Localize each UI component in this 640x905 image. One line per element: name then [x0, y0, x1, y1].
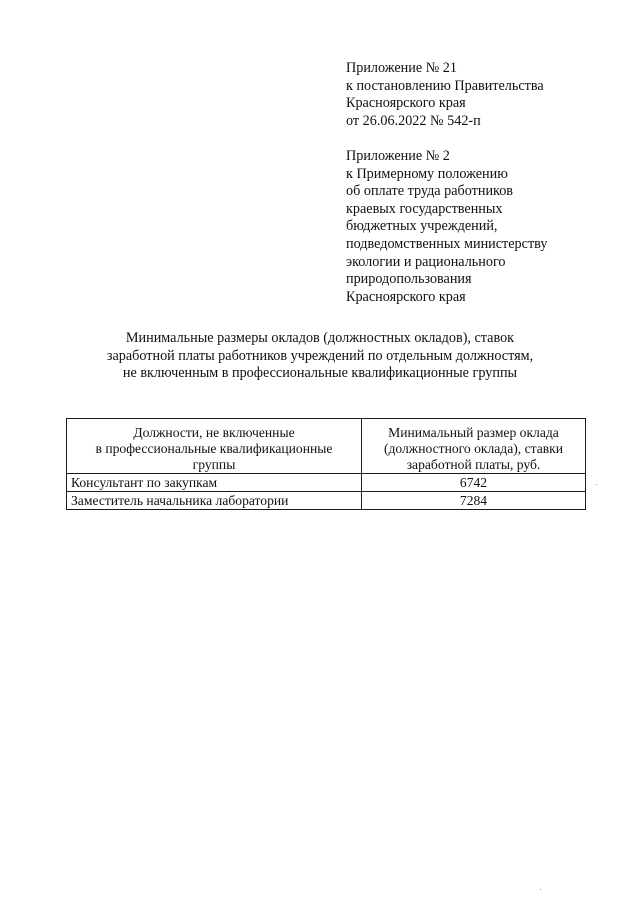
cell-position: Заместитель начальника лаборатории	[67, 492, 362, 510]
document-title-line: не включенным в профессиональные квалификационные группы	[122, 365, 518, 382]
cell-salary: 7284	[362, 492, 586, 510]
header-position	[67, 419, 362, 474]
table-row	[67, 492, 586, 510]
appendix-2-line: об оплате труда работников	[346, 183, 514, 200]
document-title-line: заработной платы работников учреждений по отдельным должностям,	[106, 347, 534, 364]
header-salary-line: (должностного оклада), ставки	[383, 441, 564, 456]
document-title-line: Минимальные размеры окладов (должностных окладов), ставок	[125, 330, 515, 346]
appendix-2-header	[346, 148, 626, 306]
appendix-2-line: природопользования	[346, 271, 472, 288]
header-position-line: группы	[192, 457, 236, 472]
header-salary-line: Минимальный размер оклада	[388, 425, 559, 440]
appendix-2-line: подведомственных министерству	[346, 235, 548, 252]
appendix-21-header	[346, 60, 626, 130]
cell-position: Консультант по закупкам	[67, 474, 362, 492]
appendix-2-line: экологии и рационального	[346, 253, 506, 270]
header-position-line: в профессиональные квалификационные	[95, 441, 333, 456]
appendix-21-line: Красноярского края	[346, 95, 466, 112]
scan-speck	[540, 889, 541, 890]
appendix-2-line: краевых государственных	[346, 200, 503, 217]
table-header-row	[67, 419, 586, 474]
table-row	[67, 474, 586, 492]
appendix-21-line: Приложение № 21	[346, 60, 457, 76]
appendix-2-line: Красноярского края	[346, 288, 466, 305]
salary-table	[66, 418, 586, 510]
appendix-2-line: бюджетных учреждений,	[346, 218, 498, 235]
scan-speck	[596, 484, 597, 485]
header-salary-line: заработной платы, руб.	[406, 457, 541, 472]
appendix-2-line: к Примерному положению	[346, 165, 508, 182]
appendix-2-line: Приложение № 2	[346, 148, 450, 164]
cell-salary: 6742	[362, 474, 586, 492]
appendix-21-line: от 26.06.2022 № 542-п	[346, 112, 481, 129]
appendix-21-line: к постановлению Правительства	[346, 77, 544, 94]
header-salary	[362, 419, 586, 474]
header-position-line: Должности, не включенные	[133, 425, 295, 440]
document-title	[60, 330, 580, 383]
